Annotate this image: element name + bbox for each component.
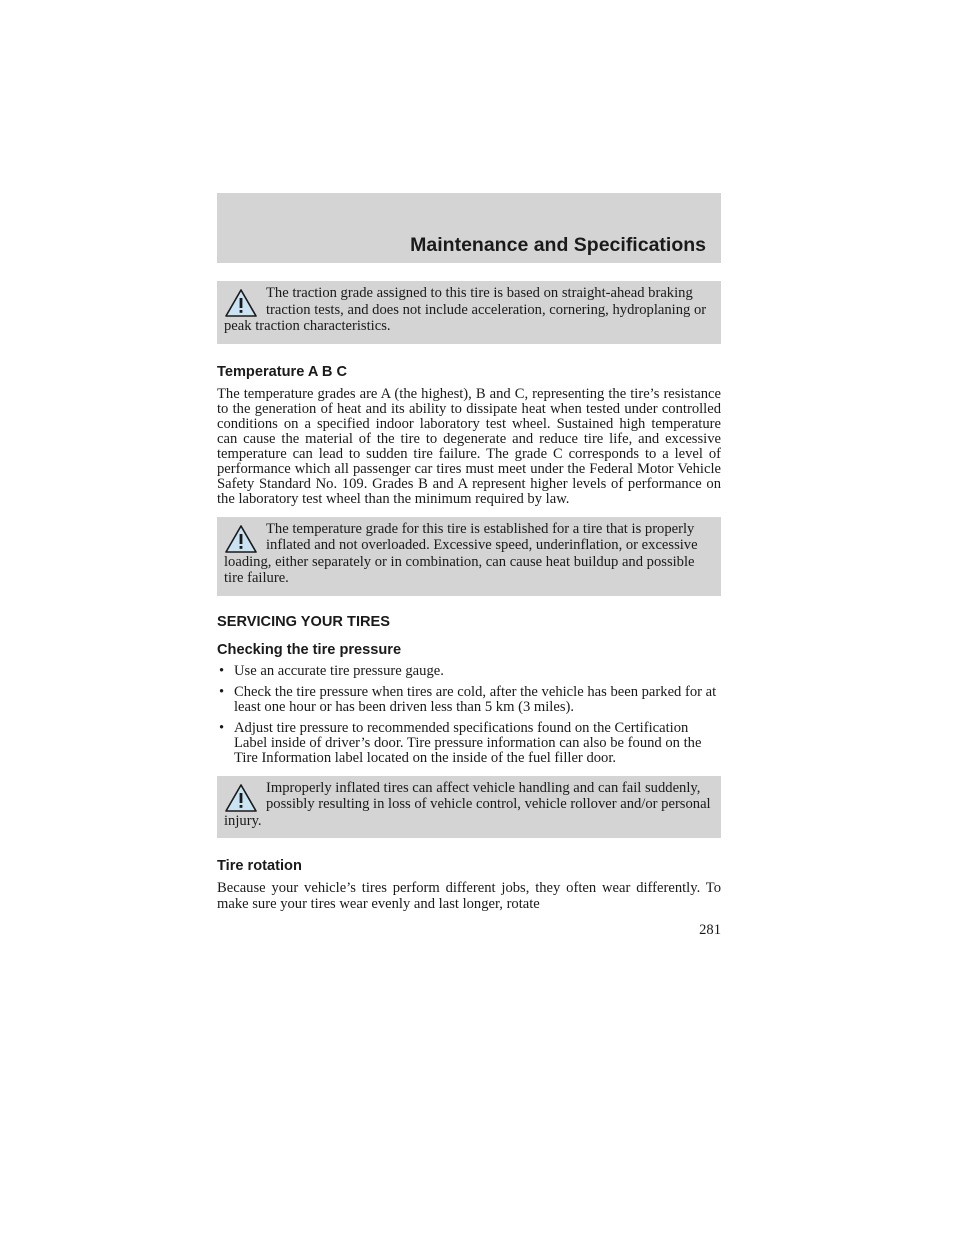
- warning-text: The temperature grade for this tire is established for a tire that is properly inflated and not overloaded. Excessive speed, underinflation, or excessive loading, either separately or in combination, can cause heat buildup and possible tire failure.: [224, 520, 698, 586]
- warning-text: The traction grade assigned to this tire is based on straight-ahead braking traction tests, and does not include acceleration, cornering, hydroplaning or peak traction characteristics.: [224, 285, 707, 334]
- warning-triangle-icon: [224, 288, 258, 318]
- pressure-bullet-list: [217, 664, 721, 766]
- temperature-heading: Temperature A B C: [217, 363, 348, 380]
- warning-box-inflation: [217, 776, 721, 839]
- temperature-body: The temperature grades are A (the highest), B and C, representing the tire’s resistance to the generation of heat and its ability to dissipate heat when tested under controlled conditions on a specified indoor laboratory test wheel. Sustained high temperature can cause the material of the tire to degenerate and reduce tire life, and excessive temperature can lead to sudden tire failure. The grade C corresponds to a level of performance which all passenger car tires must meet under the Federal Motor Vehicle Safety Standard No. 109. Grades B and A represent higher levels of performance on the laboratory test wheel than the minimum required by law.: [217, 385, 721, 507]
- warning-box-traction: [217, 281, 721, 344]
- warning-box-temperature: [217, 517, 721, 596]
- warning-text: Improperly inflated tires can affect vehicle handling and can fail suddenly, possibly resulting in loss of vehicle control, vehicle rollover and/or personal injury.: [224, 779, 711, 829]
- list-item: • Check the tire pressure when tires are cold, after the vehicle has been parked for at least one hour or has been driven less than 5 km (3 miles).: [219, 683, 717, 715]
- rotation-body: Because your vehicle’s tires perform different jobs, they often wear differently. To make sure your tires wear evenly and last longer, rotate: [217, 880, 721, 912]
- bullet-dot: •: [219, 683, 225, 700]
- bullet-dot: •: [219, 719, 225, 736]
- servicing-heading: SERVICING YOUR TIRES: [217, 613, 391, 630]
- section-title: Maintenance and Specifications: [410, 234, 706, 256]
- section-header-band: [217, 193, 721, 263]
- list-item: • Adjust tire pressure to recommended specifications found on the Certification Label inside of driver’s door. Tire pressure information can also be found on the Tire Information label located on the inside of the fuel filler door.: [219, 719, 702, 766]
- list-item: • Use an accurate tire pressure gauge.: [219, 662, 444, 679]
- pressure-heading: Checking the tire pressure: [217, 641, 402, 658]
- warning-triangle-icon: [224, 783, 258, 813]
- rotation-heading: Tire rotation: [217, 858, 302, 874]
- page-number: 281: [699, 922, 721, 938]
- warning-triangle-icon: [224, 524, 258, 554]
- bullet-dot: •: [219, 662, 225, 679]
- manual-page: [217, 193, 721, 939]
